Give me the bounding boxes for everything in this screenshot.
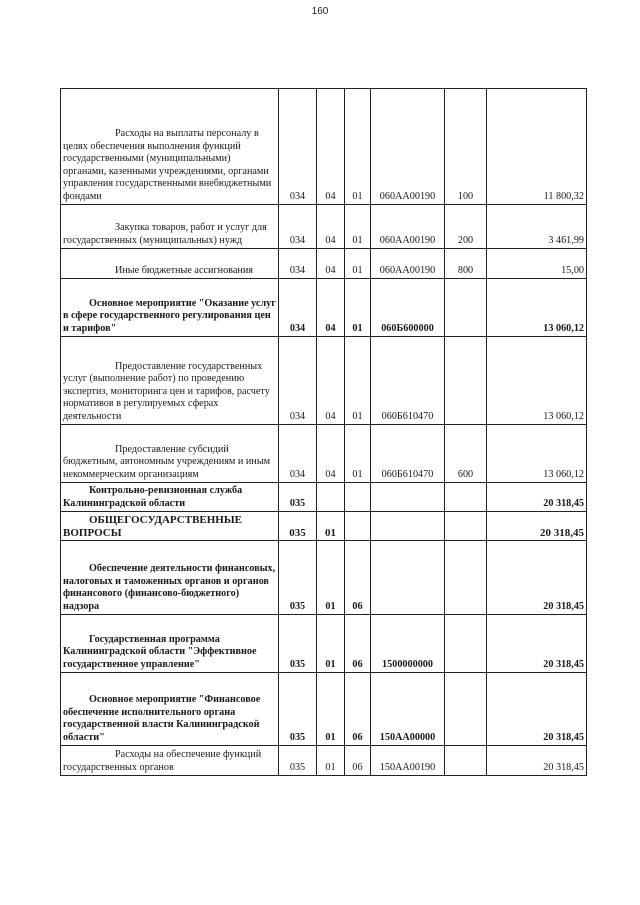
row-description: Закупка товаров, работ и услуг для государственных (муниципальных) нужд: [61, 205, 279, 249]
expense-type-code: 200: [445, 205, 487, 249]
table-row: [61, 673, 587, 746]
amount: 20 318,45: [487, 673, 587, 746]
section-code: 04: [317, 89, 345, 205]
ministry-code: 035: [279, 483, 317, 512]
subsection-code: 01: [345, 249, 371, 279]
amount: 3 461,99: [487, 205, 587, 249]
ministry-code: 034: [279, 337, 317, 425]
section-code: 04: [317, 249, 345, 279]
target-article-code: 060Б610470: [371, 337, 445, 425]
expense-type-code: [445, 746, 487, 776]
subsection-code: 06: [345, 746, 371, 776]
row-description: Основное мероприятие "Оказание услуг в сфере государственного регулирования цен и тарифов": [61, 279, 279, 337]
amount: 13 060,12: [487, 337, 587, 425]
table-row: [61, 205, 587, 249]
table-row: [61, 279, 587, 337]
subsection-code: 01: [345, 425, 371, 483]
table-row: [61, 249, 587, 279]
ministry-code: 034: [279, 279, 317, 337]
subsection-code: 06: [345, 673, 371, 746]
section-code: 04: [317, 205, 345, 249]
target-article-code: 150АА00190: [371, 746, 445, 776]
target-article-code: 1500000000: [371, 615, 445, 673]
target-article-code: [371, 483, 445, 512]
ministry-code: 035: [279, 673, 317, 746]
subsection-code: 01: [345, 337, 371, 425]
row-description: Государственная программа Калининградской области "Эффективное государственное управление": [61, 615, 279, 673]
target-article-code: 150АА00000: [371, 673, 445, 746]
amount: 11 800,32: [487, 89, 587, 205]
subsection-code: 01: [345, 89, 371, 205]
budget-table: [60, 88, 587, 776]
expense-type-code: 600: [445, 425, 487, 483]
ministry-code: 035: [279, 541, 317, 615]
row-description: Иные бюджетные ассигнования: [61, 249, 279, 279]
table-row: [61, 483, 587, 512]
row-description: Расходы на выплаты персоналу в целях обеспечения выполнения функций государственными (муниципальными) органами, казенными учреждениями, органами управления государственными внебюджетными фондами: [61, 89, 279, 205]
ministry-code: 035: [279, 512, 317, 541]
amount: 20 318,45: [487, 746, 587, 776]
table-row: [61, 541, 587, 615]
section-code: 01: [317, 615, 345, 673]
row-description: ОБЩЕГОСУДАРСТВЕННЫЕ ВОПРОСЫ: [61, 512, 279, 541]
section-code: 01: [317, 673, 345, 746]
amount: 13 060,12: [487, 279, 587, 337]
row-description: Обеспечение деятельности финансовых, налоговых и таможенных органов и органов финансового (финансово-бюджетного) надзора: [61, 541, 279, 615]
ministry-code: 035: [279, 615, 317, 673]
amount: 20 318,45: [487, 615, 587, 673]
section-code: [317, 483, 345, 512]
target-article-code: [371, 512, 445, 541]
table-row: [61, 512, 587, 541]
expense-type-code: 100: [445, 89, 487, 205]
amount: 13 060,12: [487, 425, 587, 483]
ministry-code: 034: [279, 425, 317, 483]
expense-type-code: [445, 483, 487, 512]
expense-type-code: [445, 615, 487, 673]
page-number: 160: [311, 6, 329, 17]
expense-type-code: [445, 541, 487, 615]
table-row: [61, 746, 587, 776]
target-article-code: 060АА00190: [371, 205, 445, 249]
amount: 15,00: [487, 249, 587, 279]
table-row: [61, 337, 587, 425]
expense-type-code: [445, 279, 487, 337]
ministry-code: 034: [279, 205, 317, 249]
target-article-code: 060АА00190: [371, 249, 445, 279]
subsection-code: 01: [345, 205, 371, 249]
section-code: 04: [317, 337, 345, 425]
section-code: 04: [317, 425, 345, 483]
subsection-code: [345, 483, 371, 512]
subsection-code: 01: [345, 279, 371, 337]
row-description: Предоставление государственных услуг (выполнение работ) по проведению экспертиз, мониторинга цен и тарифов, расчету нормативов в регулируемых сферах деятельности: [61, 337, 279, 425]
subsection-code: 06: [345, 615, 371, 673]
target-article-code: 060Б610470: [371, 425, 445, 483]
subsection-code: 06: [345, 541, 371, 615]
table-row: [61, 89, 587, 205]
ministry-code: 034: [279, 89, 317, 205]
target-article-code: 060АА00190: [371, 89, 445, 205]
expense-type-code: [445, 512, 487, 541]
target-article-code: 060Б600000: [371, 279, 445, 337]
row-description: Предоставление субсидий бюджетным, автономным учреждениям и иным некоммерческим организациям: [61, 425, 279, 483]
row-description: Основное мероприятие "Финансовое обеспечение исполнительного органа государственной власти Калининградской области": [61, 673, 279, 746]
section-code: 01: [317, 541, 345, 615]
expense-type-code: 800: [445, 249, 487, 279]
ministry-code: 034: [279, 249, 317, 279]
row-description: Расходы на обеспечение функций государственных органов: [61, 746, 279, 776]
target-article-code: [371, 541, 445, 615]
expense-type-code: [445, 673, 487, 746]
ministry-code: 035: [279, 746, 317, 776]
amount: 20 318,45: [487, 512, 587, 541]
table-row: [61, 425, 587, 483]
expense-type-code: [445, 337, 487, 425]
table-row: [61, 615, 587, 673]
subsection-code: [345, 512, 371, 541]
amount: 20 318,45: [487, 541, 587, 615]
section-code: 01: [317, 746, 345, 776]
section-code: 04: [317, 279, 345, 337]
amount: 20 318,45: [487, 483, 587, 512]
section-code: 01: [317, 512, 345, 541]
row-description: Контрольно-ревизионная служба Калининградской области: [61, 483, 279, 512]
